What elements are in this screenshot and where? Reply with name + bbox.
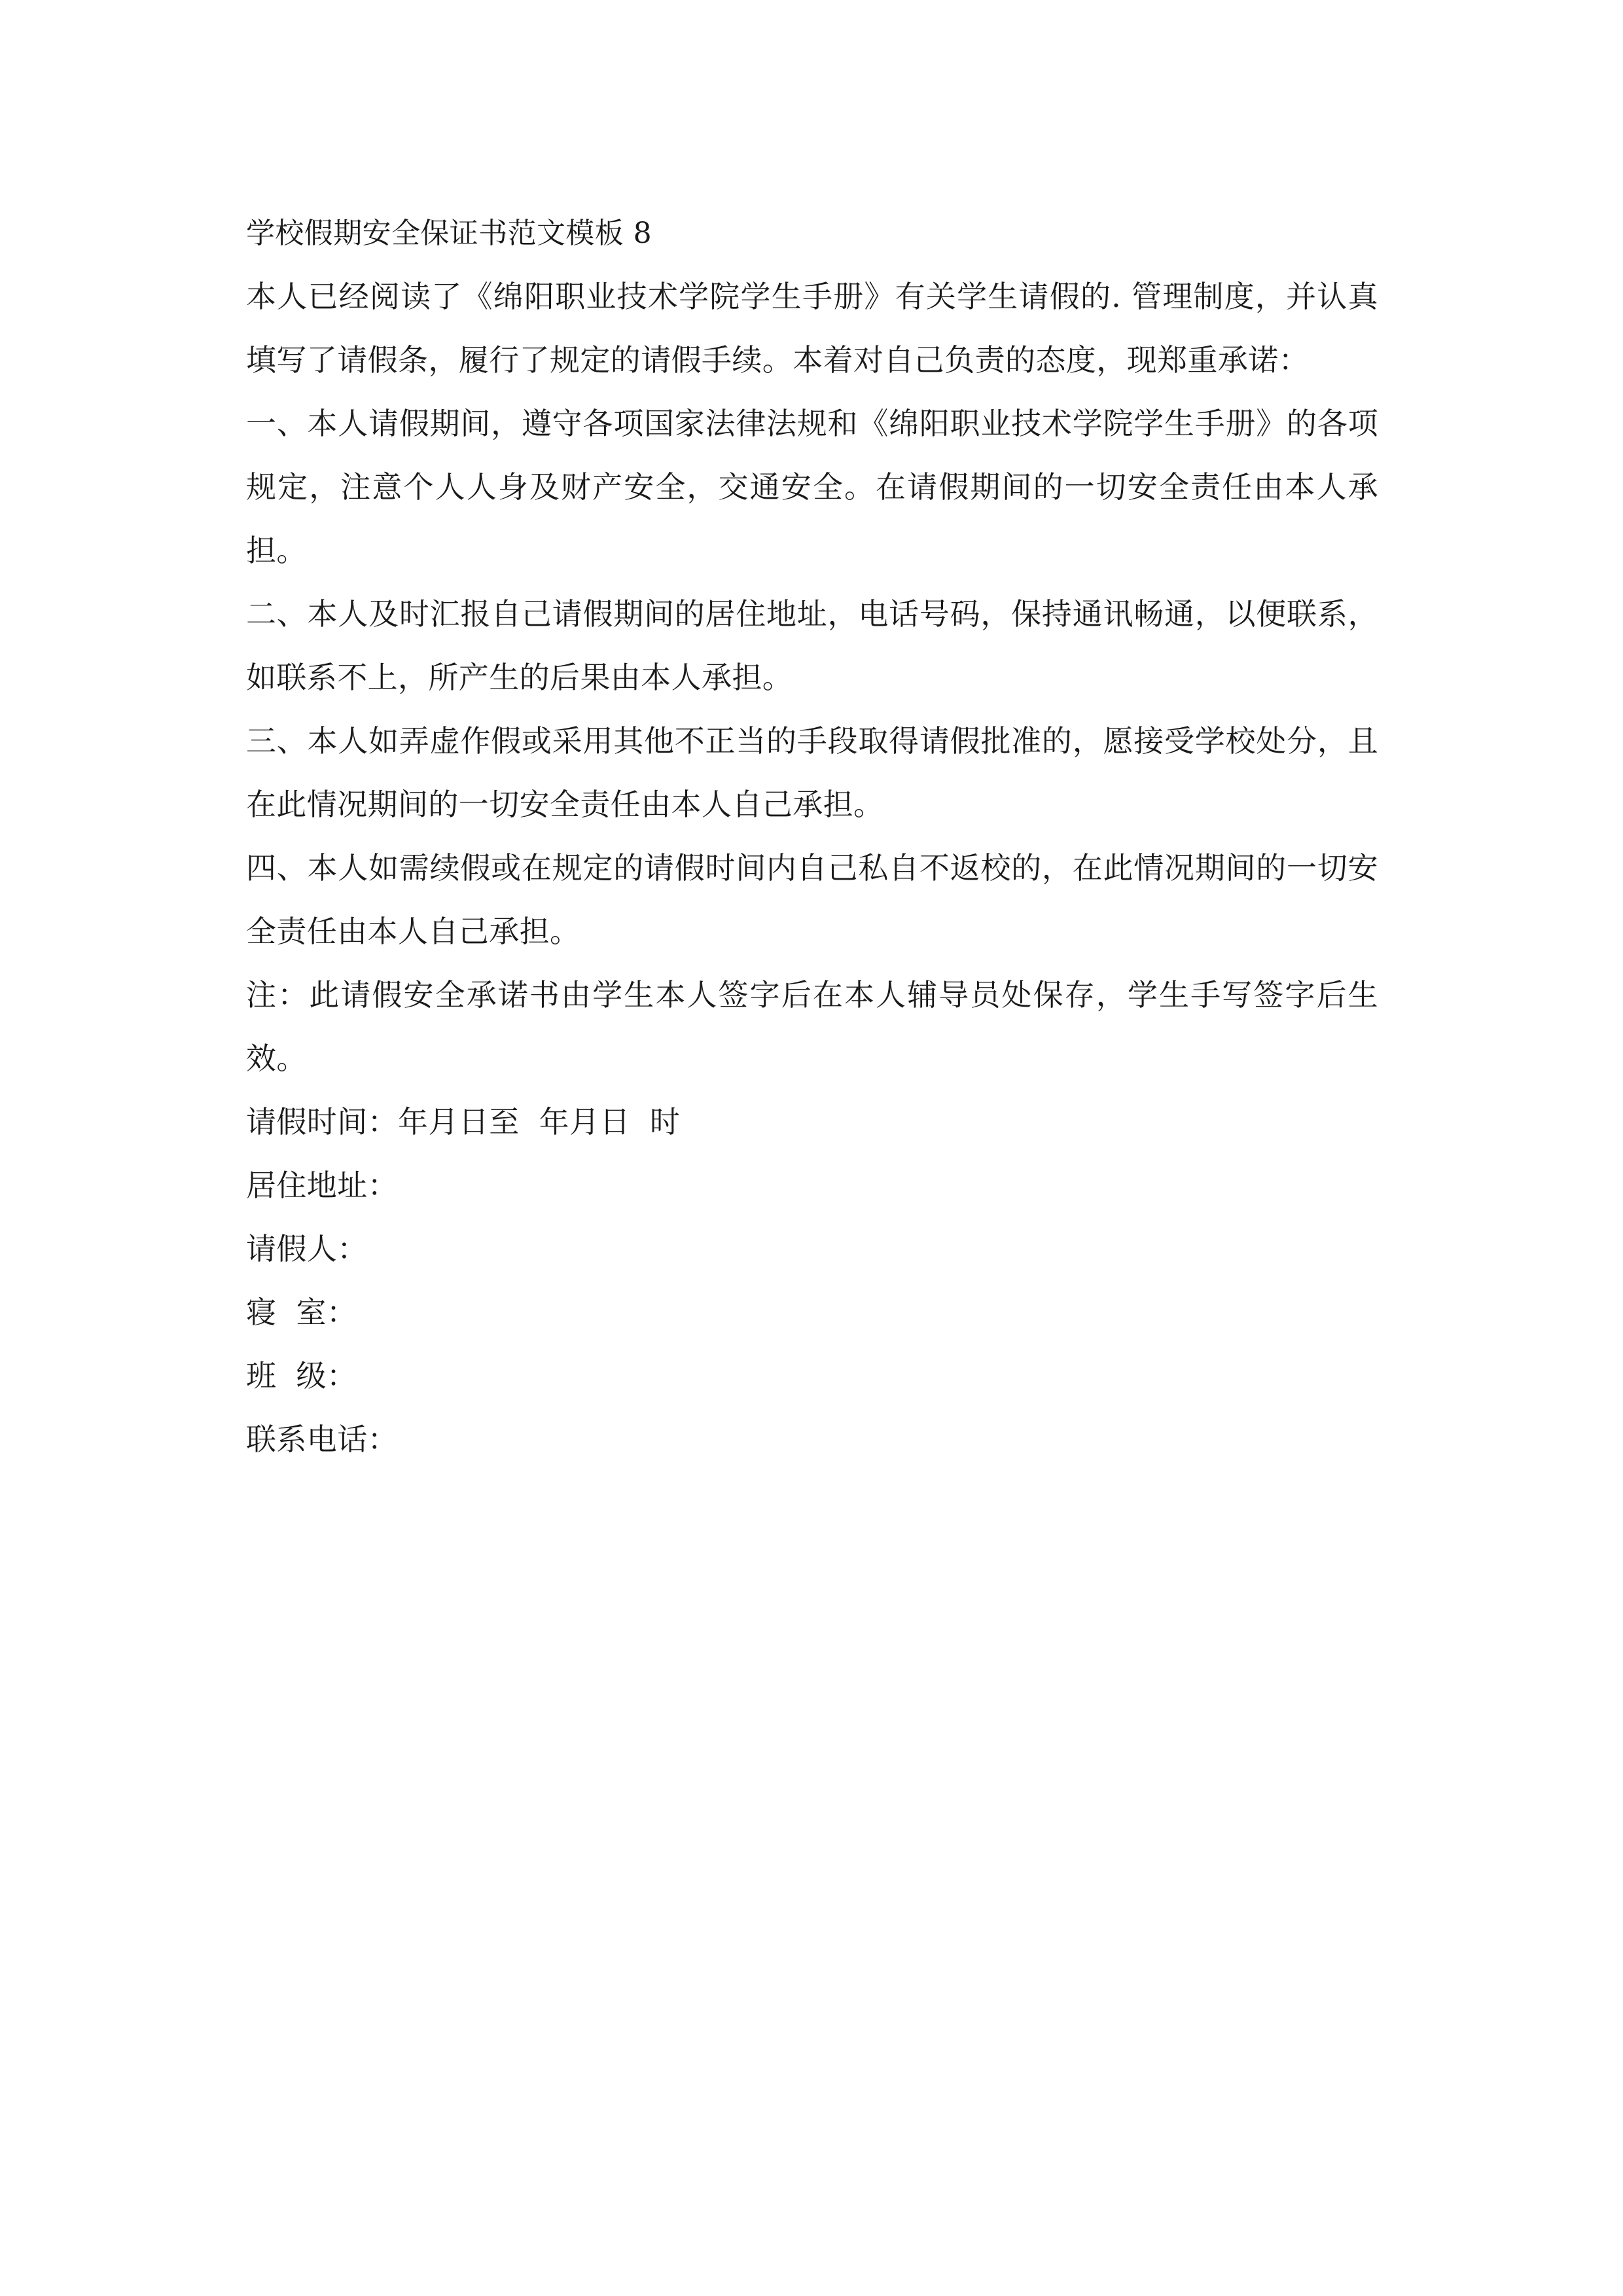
clause-2: 二、本人及时汇报自己请假期间的居住地址，电话号码，保持通讯畅通，以便联系，如联系不上，所产生的后果由本人承担。 (246, 596, 1378, 695)
note-paragraph: 注：此请假安全承诺书由学生本人签字后在本人辅导员处保存，学生手写签字后生效。 (246, 977, 1378, 1076)
clause-3: 三、本人如弄虚作假或采用其他不正当的手段取得请假批准的，愿接受学校处分，且在此情况期间的一切安全责任由本人自己承担。 (246, 723, 1378, 822)
document-title: 学校假期安全保证书范文模板 8 (246, 217, 652, 250)
field-class: 班 级： (246, 1358, 357, 1393)
field-dorm: 寝 室： (246, 1295, 357, 1330)
clause-1: 一、本人请假期间，遵守各项国家法律法规和《绵阳职业技术学院学生手册》的各项规定，注意个人人身及财产安全，交通安全。在请假期间的一切安全责任由本人承担。 (246, 406, 1378, 568)
intro-paragraph: 本人已经阅读了《绵阳职业技术学院学生手册》有关学生请假的. 管理制度，并认真填写了请假条，履行了规定的请假手续。本着对自己负责的态度，现郑重承诺： (246, 279, 1378, 378)
field-leave-time: 请假时间：年月日至 年月日 时 (246, 1104, 681, 1139)
field-phone: 联系电话： (246, 1422, 398, 1457)
field-address: 居住地址： (246, 1168, 398, 1203)
clause-4: 四、本人如需续假或在规定的请假时间内自己私自不返校的，在此情况期间的一切安全责任由本人自己承担。 (246, 850, 1378, 949)
field-applicant: 请假人： (246, 1231, 368, 1266)
document-body (246, 202, 1378, 1471)
